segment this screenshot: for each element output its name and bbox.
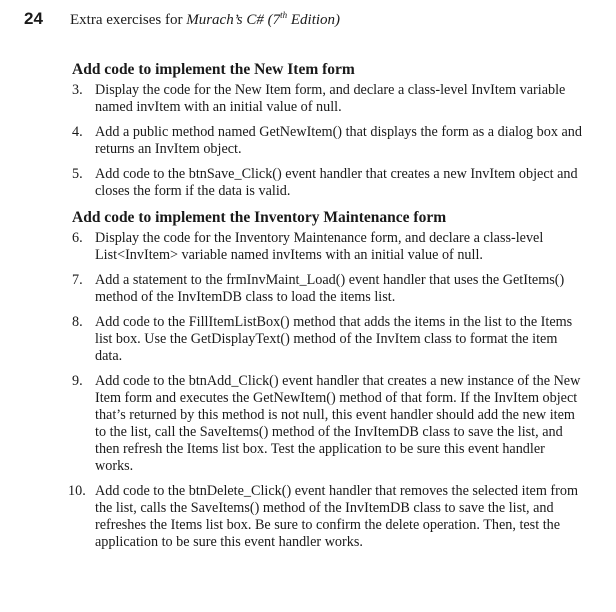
- running-title-suffix: Edition): [287, 12, 341, 28]
- exercise-number: 6.: [72, 230, 83, 246]
- exercise-item: [72, 272, 586, 306]
- exercise-text: Add a statement to the frmInvMaint_Load() event handler that uses the GetItems() method of the InvItemDB class to load the items list.: [95, 272, 565, 305]
- exercise-item: [72, 166, 586, 200]
- exercise-item: [72, 124, 586, 158]
- exercise-text: Add code to the btnDelete_Click() event handler that removes the selected item from the list, calls the SaveItems() method of the InvItemDB class to save the list, and refreshes the Items list box. Be sure to confirm the delete operation. Then, test the application to be sure this event handler works.: [95, 483, 578, 550]
- exercise-number: 4.: [72, 124, 83, 140]
- running-title-book: Murach’s C# (7: [186, 12, 281, 28]
- exercise-list-inventory-maintenance-form: [68, 230, 586, 551]
- exercise-text: Add a public method named GetNewItem() that displays the form as a dialog box and returns an InvItem object.: [95, 124, 582, 157]
- section-heading-new-item-form: Add code to implement the New Item form: [72, 61, 355, 78]
- running-title-prefix: Extra exercises for: [70, 12, 187, 28]
- exercise-text: Display the code for the New Item form, and declare a class-level InvItem variable named invItem with an initial value of null.: [95, 82, 566, 115]
- running-title-superscript: th: [280, 10, 288, 20]
- exercise-number: 10.: [68, 483, 86, 499]
- exercise-item: [72, 82, 586, 116]
- exercise-item: [72, 314, 586, 365]
- page-number: 24: [24, 9, 43, 28]
- exercise-text: Add code to the FillItemListBox() method that adds the items in the list to the Items list box. Use the GetDisplayText() method of the InvItem class to format the item data.: [95, 314, 573, 364]
- exercise-text: Display the code for the Inventory Maintenance form, and declare a class-level List<InvItem> variable named invItems with an initial value of null.: [95, 230, 544, 263]
- exercise-number: 9.: [72, 373, 83, 389]
- exercise-number: 5.: [72, 166, 83, 182]
- exercise-item: [72, 373, 586, 475]
- exercise-list-new-item-form: [72, 82, 586, 200]
- exercise-text: Add code to the btnSave_Click() event handler that creates a new InvItem object and closes the form if the data is valid.: [95, 166, 578, 199]
- exercise-number: 8.: [72, 314, 83, 330]
- exercise-text: Add code to the btnAdd_Click() event handler that creates a new instance of the New Item form and executes the GetNewItem() method of that form. If the InvItem object that’s returned by this method is not null, this event handler should add the new item to the list, call the SaveItems() method of the InvItemDB class to save the list, and then refresh the Items list box. Test the application to be sure this event handler works.: [95, 373, 581, 474]
- section-heading-inventory-maintenance-form: Add code to implement the Inventory Maintenance form: [72, 209, 447, 226]
- exercise-item: [72, 230, 586, 264]
- exercise-number: 3.: [72, 82, 83, 98]
- running-title: [70, 12, 340, 29]
- page-header: [24, 9, 340, 29]
- page-content: [68, 60, 586, 559]
- exercise-item: [68, 483, 586, 551]
- exercise-number: 7.: [72, 272, 83, 288]
